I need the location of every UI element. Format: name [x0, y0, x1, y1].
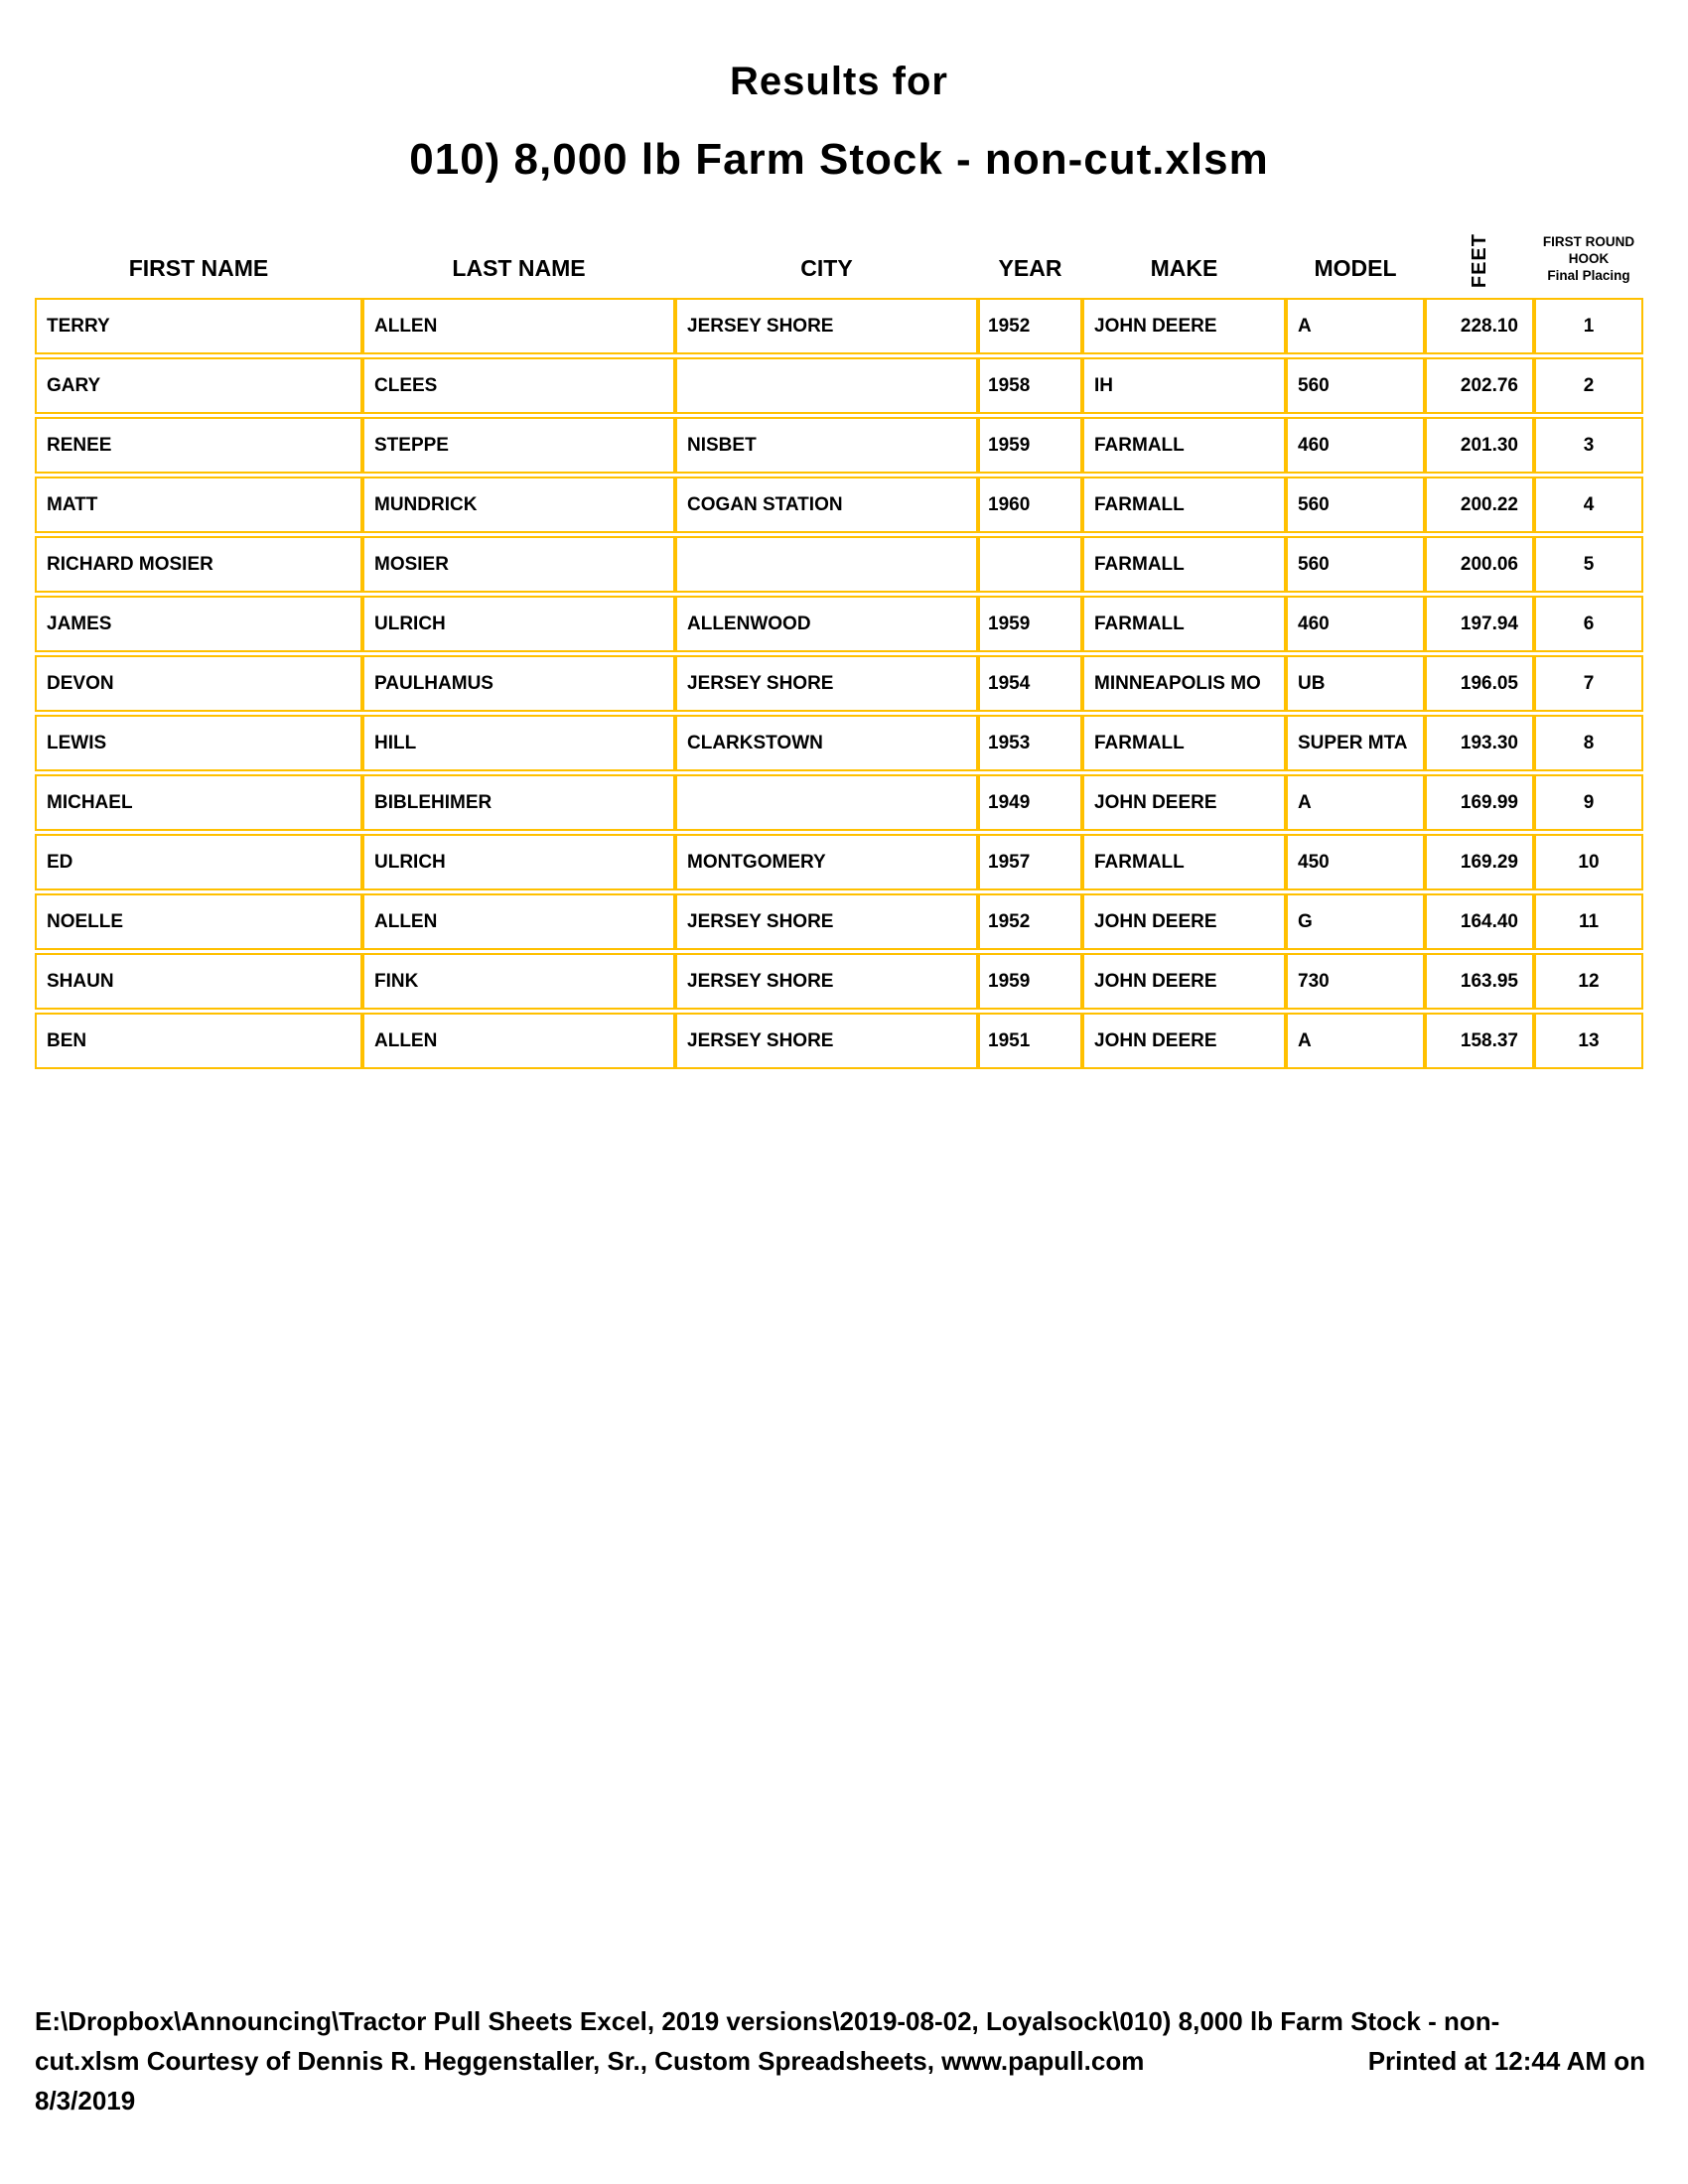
cell-placing: 11: [1534, 893, 1643, 950]
cell-city: JERSEY SHORE: [675, 953, 978, 1010]
footer-courtesy-text: cut.xlsm Courtesy of Dennis R. Heggenstaller, Sr., Custom Spreadsheets, www.papull.com: [35, 2046, 1145, 2076]
cell-first-name: MATT: [35, 477, 362, 533]
cell-feet: 169.99: [1425, 774, 1534, 831]
table-row: [35, 536, 1643, 593]
cell-feet: 228.10: [1425, 298, 1534, 354]
cell-city: JERSEY SHORE: [675, 655, 978, 712]
cell-city: [675, 774, 978, 831]
cell-first-name: JAMES: [35, 596, 362, 652]
table-row: [35, 893, 1643, 950]
cell-placing: 5: [1534, 536, 1643, 593]
table-row: [35, 1013, 1643, 1069]
cell-feet: 169.29: [1425, 834, 1534, 890]
cell-year: 1952: [978, 298, 1082, 354]
page-title: Results for: [730, 60, 948, 103]
cell-first-name: SHAUN: [35, 953, 362, 1010]
header-feet-label: FEET: [1468, 232, 1490, 288]
header-city: CITY: [800, 255, 853, 281]
footer-line2: [35, 2041, 1645, 2081]
cell-placing: 7: [1534, 655, 1643, 712]
cell-last-name: STEPPE: [362, 417, 675, 474]
cell-model: SUPER MTA: [1286, 715, 1425, 771]
header-hook-line3: Final Placing: [1547, 268, 1630, 283]
cell-feet: 202.76: [1425, 357, 1534, 414]
cell-feet: 200.06: [1425, 536, 1534, 593]
cell-last-name: ULRICH: [362, 596, 675, 652]
cell-make: JOHN DEERE: [1082, 893, 1286, 950]
table-row: [35, 477, 1643, 533]
cell-placing: 13: [1534, 1013, 1643, 1069]
cell-placing: 10: [1534, 834, 1643, 890]
cell-first-name: NOELLE: [35, 893, 362, 950]
table-row: [35, 774, 1643, 831]
cell-make: FARMALL: [1082, 477, 1286, 533]
cell-feet: 193.30: [1425, 715, 1534, 771]
table-row: [35, 596, 1643, 652]
cell-last-name: BIBLEHIMER: [362, 774, 675, 831]
cell-placing: 2: [1534, 357, 1643, 414]
cell-last-name: HILL: [362, 715, 675, 771]
header-last-name: LAST NAME: [452, 255, 586, 281]
cell-last-name: ULRICH: [362, 834, 675, 890]
cell-first-name: BEN: [35, 1013, 362, 1069]
cell-city: JERSEY SHORE: [675, 1013, 978, 1069]
header-final-placing: [1534, 206, 1643, 294]
cell-year: 1957: [978, 834, 1082, 890]
cell-last-name: FINK: [362, 953, 675, 1010]
table-row: [35, 417, 1643, 474]
cell-year: 1959: [978, 417, 1082, 474]
cell-last-name: MOSIER: [362, 536, 675, 593]
cell-model: G: [1286, 893, 1425, 950]
cell-year: 1951: [978, 1013, 1082, 1069]
cell-year: 1959: [978, 596, 1082, 652]
cell-make: FARMALL: [1082, 596, 1286, 652]
cell-placing: 12: [1534, 953, 1643, 1010]
cell-last-name: CLEES: [362, 357, 675, 414]
cell-placing: 1: [1534, 298, 1643, 354]
cell-last-name: ALLEN: [362, 1013, 675, 1069]
cell-year: 1953: [978, 715, 1082, 771]
cell-city: JERSEY SHORE: [675, 298, 978, 354]
cell-city: [675, 357, 978, 414]
cell-make: IH: [1082, 357, 1286, 414]
cell-model: 450: [1286, 834, 1425, 890]
cell-make: MINNEAPOLIS MO: [1082, 655, 1286, 712]
footer-path-line: E:\Dropbox\Announcing\Tractor Pull Sheets Excel, 2019 versions\2019-08-02, Loyalsock\010) 8,000 lb Farm Stock - non-: [35, 2006, 1500, 2036]
table-row: [35, 953, 1643, 1010]
cell-model: A: [1286, 774, 1425, 831]
table-row: [35, 298, 1643, 354]
cell-year: 1949: [978, 774, 1082, 831]
cell-placing: 9: [1534, 774, 1643, 831]
results-table: [35, 295, 1643, 1072]
cell-feet: 197.94: [1425, 596, 1534, 652]
table-row: [35, 715, 1643, 771]
cell-model: 730: [1286, 953, 1425, 1010]
cell-model: 560: [1286, 357, 1425, 414]
cell-feet: 158.37: [1425, 1013, 1534, 1069]
cell-feet: 196.05: [1425, 655, 1534, 712]
cell-first-name: DEVON: [35, 655, 362, 712]
cell-year: [978, 536, 1082, 593]
cell-model: 460: [1286, 417, 1425, 474]
cell-model: UB: [1286, 655, 1425, 712]
cell-placing: 4: [1534, 477, 1643, 533]
cell-placing: 6: [1534, 596, 1643, 652]
cell-year: 1959: [978, 953, 1082, 1010]
header-hook-line2: HOOK: [1568, 251, 1610, 266]
header-make: MAKE: [1150, 255, 1218, 281]
cell-city: ALLENWOOD: [675, 596, 978, 652]
cell-make: FARMALL: [1082, 715, 1286, 771]
cell-last-name: MUNDRICK: [362, 477, 675, 533]
cell-make: FARMALL: [1082, 536, 1286, 593]
header-model: MODEL: [1314, 255, 1397, 281]
cell-make: JOHN DEERE: [1082, 953, 1286, 1010]
cell-last-name: PAULHAMUS: [362, 655, 675, 712]
footer-printed-at: Printed at 12:44 AM on: [1367, 2046, 1645, 2076]
column-headers: [35, 206, 1643, 294]
cell-city: CLARKSTOWN: [675, 715, 978, 771]
cell-first-name: RICHARD MOSIER: [35, 536, 362, 593]
cell-make: JOHN DEERE: [1082, 298, 1286, 354]
footer: [35, 2001, 1645, 2120]
cell-first-name: TERRY: [35, 298, 362, 354]
table-row: [35, 655, 1643, 712]
header-feet: [1425, 206, 1534, 294]
cell-last-name: ALLEN: [362, 298, 675, 354]
cell-model: A: [1286, 298, 1425, 354]
cell-feet: 200.22: [1425, 477, 1534, 533]
cell-placing: 3: [1534, 417, 1643, 474]
cell-city: JERSEY SHORE: [675, 893, 978, 950]
header-first-name: FIRST NAME: [128, 255, 269, 281]
cell-model: 560: [1286, 477, 1425, 533]
cell-city: NISBET: [675, 417, 978, 474]
table-row: [35, 834, 1643, 890]
cell-make: JOHN DEERE: [1082, 774, 1286, 831]
cell-model: 460: [1286, 596, 1425, 652]
cell-first-name: MICHAEL: [35, 774, 362, 831]
cell-last-name: ALLEN: [362, 893, 675, 950]
header-year: YEAR: [998, 255, 1062, 281]
cell-feet: 164.40: [1425, 893, 1534, 950]
cell-model: 560: [1286, 536, 1425, 593]
cell-year: 1958: [978, 357, 1082, 414]
cell-city: [675, 536, 978, 593]
cell-first-name: RENEE: [35, 417, 362, 474]
cell-make: FARMALL: [1082, 834, 1286, 890]
footer-print-date: 8/3/2019: [35, 2086, 136, 2116]
cell-year: 1960: [978, 477, 1082, 533]
cell-make: FARMALL: [1082, 417, 1286, 474]
cell-feet: 163.95: [1425, 953, 1534, 1010]
cell-city: MONTGOMERY: [675, 834, 978, 890]
page-subtitle: 010) 8,000 lb Farm Stock - non-cut.xlsm: [409, 135, 1269, 184]
cell-feet: 201.30: [1425, 417, 1534, 474]
table-row: [35, 357, 1643, 414]
cell-year: 1952: [978, 893, 1082, 950]
cell-first-name: LEWIS: [35, 715, 362, 771]
cell-first-name: ED: [35, 834, 362, 890]
cell-year: 1954: [978, 655, 1082, 712]
cell-placing: 8: [1534, 715, 1643, 771]
cell-model: A: [1286, 1013, 1425, 1069]
header-hook-line1: FIRST ROUND: [1542, 234, 1635, 249]
cell-city: COGAN STATION: [675, 477, 978, 533]
cell-first-name: GARY: [35, 357, 362, 414]
cell-make: JOHN DEERE: [1082, 1013, 1286, 1069]
